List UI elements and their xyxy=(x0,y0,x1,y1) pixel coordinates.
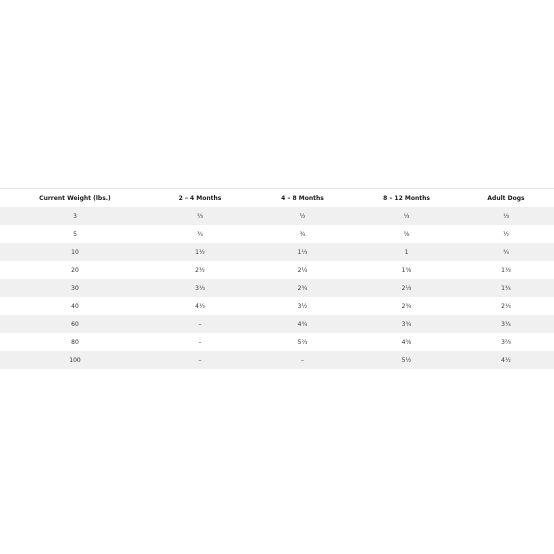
table-row xyxy=(0,243,554,261)
header-2-4-months: 2 – 4 Months xyxy=(150,189,250,208)
cell-adult-dogs: 1⅓ xyxy=(458,261,554,279)
cell-adult-dogs: 3⅔ xyxy=(458,333,554,351)
cell-4-8-months: 4¾ xyxy=(250,315,355,333)
table-row xyxy=(0,333,554,351)
cell-8-12-months: 4⅝ xyxy=(355,333,458,351)
table-row xyxy=(0,261,554,279)
cell-4-8-months: 1⅓ xyxy=(250,243,355,261)
cell-weight: 5 xyxy=(0,225,150,243)
table-row xyxy=(0,315,554,333)
table-row xyxy=(0,279,554,297)
cell-8-12-months: 1⅝ xyxy=(355,261,458,279)
header-8-12-months: 8 – 12 Months xyxy=(355,189,458,208)
cell-2-4-months: ⅔ xyxy=(150,207,250,225)
cell-adult-dogs: ½ xyxy=(458,225,554,243)
cell-weight: 10 xyxy=(0,243,150,261)
cell-weight: 100 xyxy=(0,351,150,369)
cell-adult-dogs: 1¾ xyxy=(458,279,554,297)
feeding-chart-table xyxy=(0,188,554,369)
cell-2-4-months: 3⅓ xyxy=(150,279,250,297)
cell-weight: 80 xyxy=(0,333,150,351)
cell-weight: 20 xyxy=(0,261,150,279)
cell-adult-dogs: 2⅓ xyxy=(458,297,554,315)
table-row xyxy=(0,351,554,369)
cell-4-8-months: ½ xyxy=(250,207,355,225)
table-header-row xyxy=(0,189,554,208)
cell-2-4-months: 4⅓ xyxy=(150,297,250,315)
cell-2-4-months: 2½ xyxy=(150,261,250,279)
table-row xyxy=(0,225,554,243)
cell-adult-dogs: 3¼ xyxy=(458,315,554,333)
cell-2-4-months: ¾ xyxy=(150,225,250,243)
cell-4-8-months: 2¼ xyxy=(250,261,355,279)
cell-2-4-months: – xyxy=(150,333,250,351)
table-row xyxy=(0,207,554,225)
cell-8-12-months: 1 xyxy=(355,243,458,261)
cell-2-4-months: 1½ xyxy=(150,243,250,261)
cell-8-12-months: 2⅓ xyxy=(355,279,458,297)
cell-4-8-months: 5⅔ xyxy=(250,333,355,351)
cell-8-12-months: 5½ xyxy=(355,351,458,369)
header-current-weight: Current Weight (lbs.) xyxy=(0,189,150,208)
cell-8-12-months: ⅝ xyxy=(355,225,458,243)
cell-adult-dogs: ⅓ xyxy=(458,207,554,225)
cell-4-8-months: 3½ xyxy=(250,297,355,315)
cell-adult-dogs: ¾ xyxy=(458,243,554,261)
cell-8-12-months: ⅓ xyxy=(355,207,458,225)
cell-4-8-months: ¾ xyxy=(250,225,355,243)
cell-8-12-months: 2¾ xyxy=(355,297,458,315)
cell-4-8-months: – xyxy=(250,351,355,369)
cell-weight: 60 xyxy=(0,315,150,333)
header-adult-dogs: Adult Dogs xyxy=(458,189,554,208)
cell-2-4-months: – xyxy=(150,315,250,333)
cell-adult-dogs: 4½ xyxy=(458,351,554,369)
cell-weight: 30 xyxy=(0,279,150,297)
header-4-8-months: 4 – 8 Months xyxy=(250,189,355,208)
cell-4-8-months: 2¾ xyxy=(250,279,355,297)
cell-2-4-months: – xyxy=(150,351,250,369)
cell-8-12-months: 3¾ xyxy=(355,315,458,333)
cell-weight: 40 xyxy=(0,297,150,315)
cell-weight: 3 xyxy=(0,207,150,225)
table-row xyxy=(0,297,554,315)
